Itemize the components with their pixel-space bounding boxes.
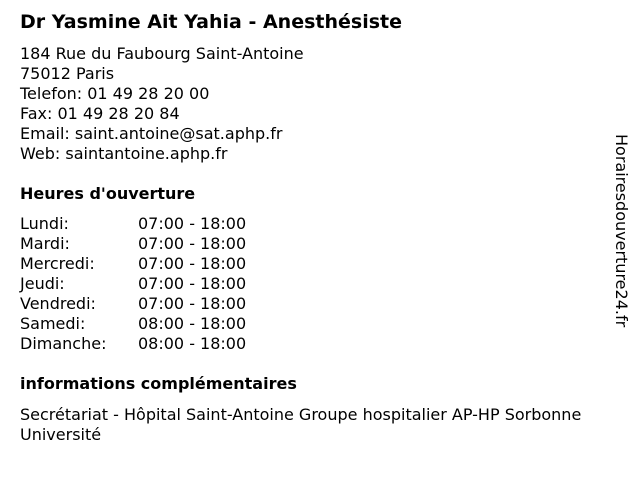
contact-block [20,44,304,164]
hours-time: 08:00 - 18:00 [138,314,247,333]
hours-day: Jeudi: [20,274,65,293]
hours-day: Samedi: [20,314,86,333]
hours-day: Lundi: [20,214,69,233]
hours-day: Mardi: [20,234,70,253]
hours-row-saturday [20,314,246,334]
hours-time: 07:00 - 18:00 [138,254,247,273]
hours-row-sunday [20,334,246,354]
hours-time: 07:00 - 18:00 [138,214,247,233]
info-heading: informations complémentaires [20,374,297,393]
hours-row-thursday [20,274,246,294]
site-watermark: Horairesdouverture24.fr [612,134,631,328]
hours-time: 08:00 - 18:00 [138,334,247,353]
hours-time: 07:00 - 18:00 [138,294,247,313]
phone-number: Telefon: 01 49 28 20 00 [20,84,210,103]
hours-day: Vendredi: [20,294,96,313]
address-city: 75012 Paris [20,64,115,83]
hours-time: 07:00 - 18:00 [138,274,247,293]
hours-row-friday [20,294,246,314]
hours-day: Dimanche: [20,334,107,353]
address-street: 184 Rue du Faubourg Saint-Antoine [20,44,304,63]
fax-number: Fax: 01 49 28 20 84 [20,104,180,123]
website-address: Web: saintantoine.aphp.fr [20,144,228,163]
hours-row-tuesday [20,234,246,254]
page-title: Dr Yasmine Ait Yahia - Anesthésiste [20,11,402,33]
info-text: Secrétariat - Hôpital Saint-Antoine Groupe hospitalier AP-HP Sorbonne Université [20,405,582,444]
email-address: Email: saint.antoine@sat.aphp.fr [20,124,283,143]
hours-day: Mercredi: [20,254,95,273]
hours-table [20,214,246,354]
hours-row-monday [20,214,246,234]
hours-heading: Heures d'ouverture [20,184,196,203]
hours-time: 07:00 - 18:00 [138,234,247,253]
hours-row-wednesday [20,254,246,274]
